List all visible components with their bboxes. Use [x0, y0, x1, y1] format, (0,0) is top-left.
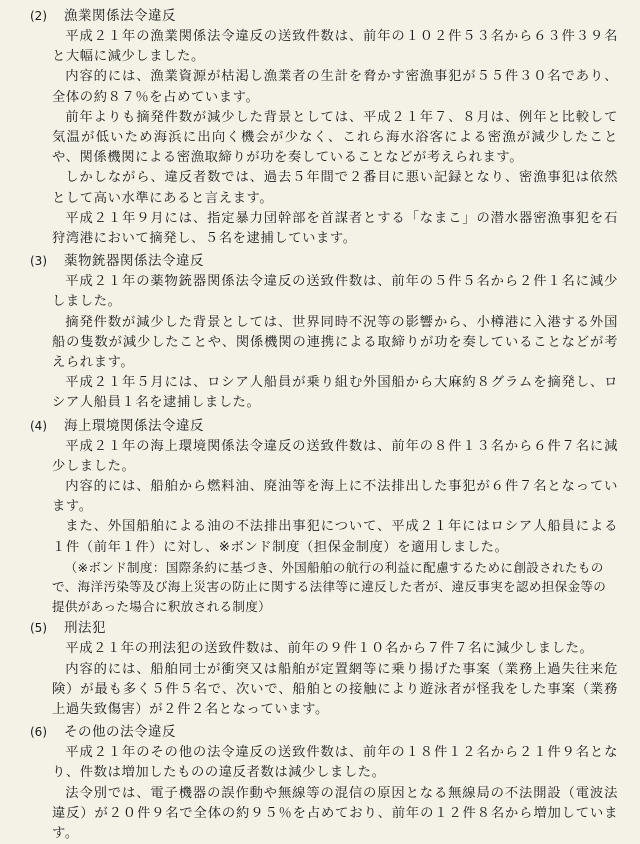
section-number: (6): [30, 725, 47, 740]
paragraph: 摘発件数が減少した背景としては、世界同時不況等の影響から、小樽港に入港する外国船の隻数が減少したことや、関係機関の連携による取締りが功を奏していることなどが考えられます。: [52, 314, 618, 371]
paragraph: 平成２１年の海上環境関係法令違反の送致件数は、前年の８件１３名から６件７名に減少しました。: [52, 438, 618, 474]
bond-system-note: （※ボンド制度：国際条約に基づき、外国船舶の航行の利益に配慮するために創設されたもので、海洋汚染等及び海上災害の防止に関する法律等に違反した者が、違反事実を認め担保金等の提供があった場合に釈放される制度）: [52, 559, 607, 614]
section-number: (3): [30, 254, 47, 269]
section-title: 漁業関係法令違反: [64, 8, 176, 24]
paragraph: 平成２１年のその他の法令違反の送致件数は、前年の１８件１２名から２１件９名となり、件数は増加したものの違反者数は減少しました。: [52, 745, 618, 781]
paragraph: 平成２１年の漁業関係法令違反の送致件数は、前年の１０２件５３名から６３件３９名と大幅に減少しました。: [52, 29, 618, 65]
paragraph: 法令別では、電子機器の誤作動や無線等の混信の原因となる無線局の不法開設（電波法違反）が２０件９名で全体の約９５％を占めており、前年の１２件８名から増加しています。: [52, 785, 618, 841]
paragraph: 内容的には、船舶同士が衝突又は船舶が定置網等に乗り揚げた事案（業務上過失往来危険）が最も多く５件５名で、次いで、船舶との接触により遊泳者が怪我をした事案（業務上過失致傷害）が２件２名となっています。: [52, 661, 618, 717]
section-title: 刑法犯: [64, 620, 106, 637]
section-title: 薬物銃器関係法令違反: [64, 253, 204, 270]
section-number: (2): [30, 9, 47, 23]
paragraph: 平成２１年５月には、ロシア人船員が乗り組む外国船から大麻約８グラムを摘発し、ロシア人船員１名を逮捕しました。: [52, 375, 618, 411]
paragraph: 平成２１年の刑法犯の送致件数は、前年の９件１０名から７件７名に減少しました。: [65, 641, 594, 657]
section-criminal-law: [30, 618, 618, 720]
paragraph: 平成２１年９月には、指定暴力団幹部を首謀者とする「なまこ」の潜水器密漁事犯を石狩湾港において摘発し、５名を逮捕しています。: [52, 210, 618, 247]
section-number: (4): [30, 418, 47, 433]
section-heading: [30, 251, 618, 272]
section-heading: [30, 618, 618, 639]
paragraph: 内容的には、船舶から燃料油、廃油等を海上に不法排出した事犯が６件７名となっています。: [52, 479, 618, 515]
section-marine-environment-law: [30, 416, 618, 617]
section-title: その他の法令違反: [64, 724, 176, 741]
section-title: 海上環境関係法令違反: [64, 417, 204, 434]
paragraph: 平成２１年の薬物銃器関係法令違反の送致件数は、前年の５件５名から２件１名に減少しました。: [52, 274, 618, 310]
section-number: (5): [30, 621, 47, 636]
paragraph: 前年よりも摘発件数が減少した背景としては、平成２１年７、８月は、例年と比較して気温が低いため海浜に出向く機会が少なく、これら海水浴客による密漁が減少したことや、関係機関による密漁取締りが功を奏していることなどが考えられます。: [52, 109, 618, 166]
section-drug-firearm-law: [30, 251, 618, 413]
paragraph: また、外国船舶による油の不法排出事犯について、平成２１年にはロシア人船員による１件（前年１件）に対し、※ボンド制度（担保金制度）を適用しました。: [52, 519, 618, 555]
section-fishery-law: [30, 6, 618, 249]
section-heading: [30, 722, 618, 743]
section-heading: [30, 416, 618, 437]
paragraph: しかしながら、違反者数では、過去５年間で２番目に悪い記録となり、密漁事犯は依然として高い水準にあると言えます。: [52, 170, 618, 206]
paragraph: 内容的には、漁業資源が枯渇し漁業者の生計を脅かす密漁事犯が５５件３０名であり、全体の約８７％を占めています。: [52, 69, 618, 105]
section-heading: [30, 6, 618, 27]
section-other-law: [30, 722, 618, 844]
